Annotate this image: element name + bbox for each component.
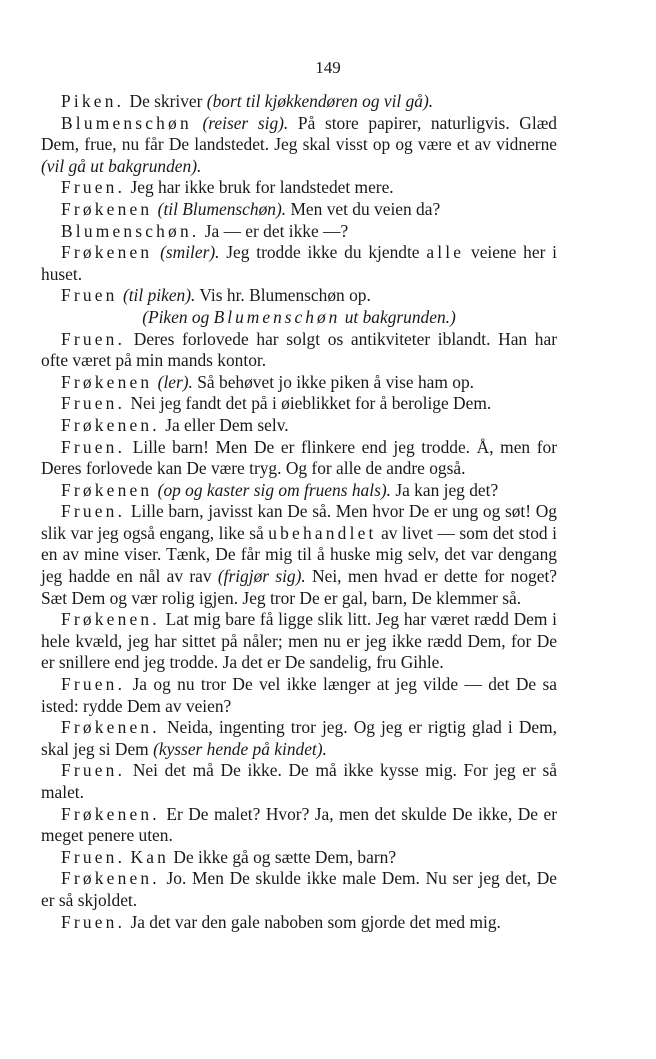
stage-direction: (Piken og (142, 306, 214, 327)
dialogue-paragraph (41, 221, 557, 243)
dialogue-text: Deres forlovede har solgt os antikviteter iblandt. Han har ofte været på min mands kontor. (41, 328, 557, 371)
dialogue-text: De ikke gå og sætte Dem, barn? (169, 846, 397, 867)
dialogue-text: Ja og nu tror De vel ikke længer at jeg vilde — det De sa isted: rydde Dem av veien? (41, 674, 557, 716)
dialogue-paragraph (41, 285, 557, 307)
dialogue-paragraph (41, 393, 557, 415)
speaker-name: Frøkenen. (61, 414, 160, 435)
dialogue-paragraph (41, 609, 557, 674)
dialogue-paragraph (41, 480, 557, 502)
speaker-name: Fruen. (61, 501, 126, 522)
dialogue-text: Jo. Men De skulde ikke male Dem. Nu ser jeg det, De er så skjoldet. (41, 868, 557, 910)
stage-direction: (reiser sig). (202, 112, 289, 133)
speaker-name: Fruen. (61, 436, 126, 457)
speaker-name: Fruen. (61, 911, 126, 932)
dialogue-text: Så behøvet jo ikke piken å vise ham op. (192, 371, 474, 392)
speaker-name: Fruen. (61, 328, 126, 349)
dialogue-text: Lille barn, javisst kan De så. Men hvor De er ung og søt! Og slik var jeg også engang, like så (41, 501, 557, 543)
dialogue-text: veiene her i huset. (41, 242, 557, 284)
page-number: 149 (315, 58, 341, 77)
speaker-name: Frøkenen (61, 479, 153, 500)
dialogue-text: Men vet du veien da? (286, 198, 441, 219)
dialogue-paragraph (41, 674, 557, 717)
stage-direction: (til piken). (122, 285, 196, 306)
dialogue-paragraph (41, 113, 557, 178)
dialogue-paragraph (41, 868, 557, 911)
dialogue-paragraph (41, 242, 557, 285)
dialogue-text: På store papirer, naturligvis. Glæd Dem, frue, nu får De landstedet. Jeg skal visst op og være et av vidnerne (41, 112, 557, 155)
speaker-name: Frøkenen. (61, 609, 160, 630)
speaker-name: Fruen. (61, 177, 126, 198)
dialogue-text: Nei det må De ikke. De må ikke kysse mig. For jeg er så malet. (41, 760, 557, 802)
dialogue-paragraph (41, 437, 557, 480)
dialogue-text: Er De malet? Hvor? Ja, men det skulde De ikke, De er meget penere uten. (41, 803, 557, 846)
speaker-name: Frøkenen (61, 371, 153, 392)
dialogue-text: Lat mig bare få ligge slik litt. Jeg har været rædd Dem i hele kvæld, jeg har sittet på nåler; men nu er jeg ikke rædd Dem, for De er snillere end jeg trodde. Ja det er De sandelig, fru Gihle. (41, 609, 557, 673)
dialogue-text: Neida, ingenting tror jeg. Og jeg er rigtig glad i Dem, skal jeg si Dem (41, 717, 557, 759)
dialogue-paragraph (41, 177, 557, 199)
speaker-name: Frøkenen (61, 242, 153, 263)
stage-direction: ut bakgrunden.) (340, 306, 456, 327)
speaker-name: Frøkenen. (61, 868, 160, 889)
speaker-name: Piken. (61, 91, 125, 111)
dialogue-text: av livet — som det stod i en av mine viser. Tænk, De får mig til å huske mig selv, det var dengang jeg hadde en nål av rav (41, 522, 557, 587)
stage-direction: (op og kaster sig om fruens hals). (157, 479, 391, 500)
stage-direction: (vil gå ut bakgrunden). (41, 155, 202, 176)
dialogue-text: Ja kan jeg det? (390, 479, 499, 500)
stage-direction: (ler). (157, 371, 193, 392)
dialogue-text: Jeg trodde ikke du kjendte (219, 242, 427, 263)
speaker-name: Fruen (61, 285, 118, 306)
speaker-name: Fruen. (61, 760, 126, 781)
emphasized-text: ubehandlet (268, 522, 377, 543)
dialogue-paragraph (41, 847, 557, 869)
speaker-name: Blumenschøn (61, 112, 192, 133)
stage-direction: (kysser hende på kindet). (153, 738, 327, 759)
speaker-name: Fruen. (61, 846, 126, 867)
emphasized-text: Kan (130, 846, 170, 867)
dialogue-text: Nei jeg fandt det på i øieblikket for å berolige Dem. (126, 393, 492, 414)
dialogue-paragraph (41, 804, 557, 847)
stage-direction: (smiler). (160, 242, 220, 263)
dialogue-text: Ja eller Dem selv. (160, 414, 289, 435)
dialogue-text: Vis hr. Blumenschøn op. (195, 285, 371, 306)
emphasized-text: alle (426, 242, 465, 263)
speaker-name: Frøkenen. (61, 717, 160, 738)
dialogue-text: Ja det var den gale naboben som gjorde det med mig. (126, 911, 501, 932)
dialogue-paragraph (41, 501, 557, 609)
dialogue-paragraph (41, 199, 557, 221)
dialogue-paragraph (41, 717, 557, 760)
speaker-name: Blumenschøn. (61, 220, 200, 241)
stage-speaker-name: Blumenschøn (213, 306, 341, 327)
dialogue-text: De skriver (125, 91, 207, 111)
stage-direction: (til Blumenschøn). (157, 198, 287, 219)
play-text (41, 91, 557, 933)
dialogue-text: Ja — er det ikke —? (200, 220, 349, 241)
dialogue-paragraph (41, 372, 557, 394)
stage-direction-line (41, 307, 557, 329)
dialogue-text: Lille barn! Men De er flinkere end jeg trodde. Å, men for Deres forlovede kan De være tryg. Og for alle de andre også. (41, 436, 557, 479)
speaker-name: Fruen. (61, 393, 126, 414)
stage-direction: (bort til kjøkkendøren og vil gå). (206, 91, 434, 111)
dialogue-paragraph (41, 912, 557, 934)
dialogue-paragraph (41, 760, 557, 803)
speaker-name: Frøkenen. (61, 803, 160, 824)
stage-direction: (frigjør sig). (217, 566, 306, 587)
speaker-name: Fruen. (61, 674, 126, 695)
dialogue-paragraph (41, 415, 557, 437)
dialogue-paragraph (41, 329, 557, 372)
dialogue-text: Jeg har ikke bruk for landstedet mere. (126, 177, 394, 198)
dialogue-text: Nei, men hvad er dette for noget? Sæt Dem og vær rolig igjen. Jeg tror De er gal, barn, De klemmer så. (41, 566, 557, 608)
speaker-name: Frøkenen (61, 198, 153, 219)
dialogue-paragraph (41, 91, 557, 113)
